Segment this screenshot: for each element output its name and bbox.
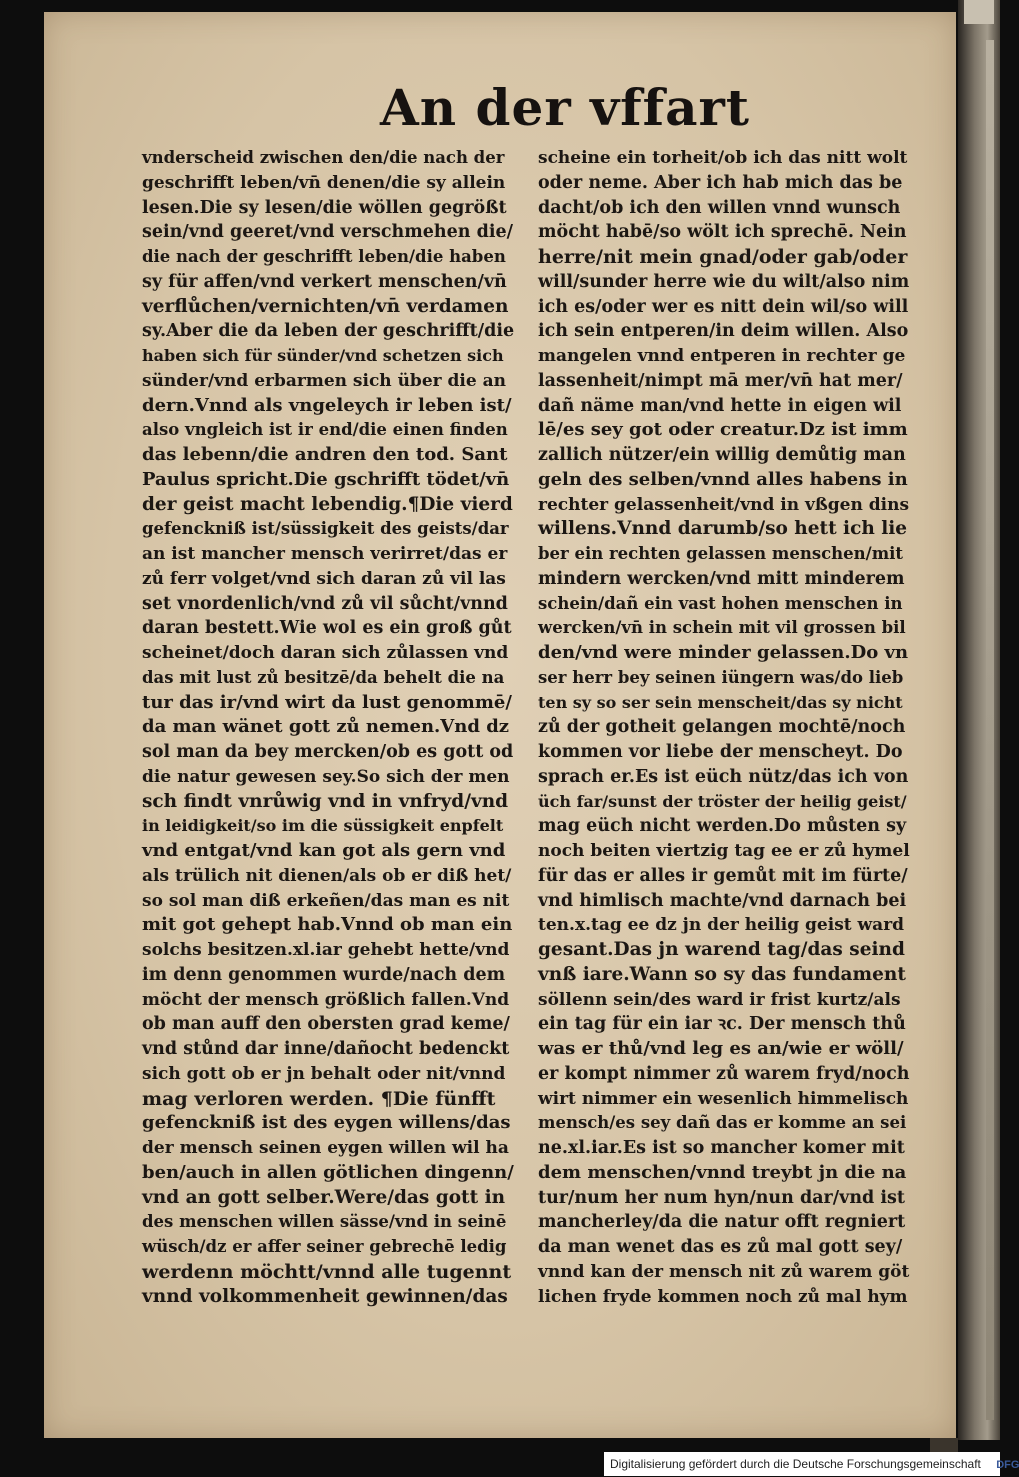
text-line: geschrifft leben/vn̄ denen/die sy allein [142,172,506,193]
text-line: für das er alles ir gemůt mit im fürte/ [538,865,908,886]
dfg-logo: DFG [996,1459,1019,1471]
text-line: sünder/vnd erbarmen sich über die an [142,370,506,391]
text-line: dañ näme man/vnd hette in eigen wil [538,395,902,416]
text-line: gesant.Das jn warend tag/das seind [538,939,905,960]
text-line: ne.xl.iar.Es ist so mancher komer mit [538,1138,905,1158]
text-line: lesen.Die sy lesen/die wöllen gegrößt [142,197,507,218]
text-line: vnd himlisch machte/vnd darnach bei [538,890,907,911]
text-line: ten.x.tag ee dz jn der heilig geist ward [538,915,905,936]
text-line: kommen vor liebe der menscheyt. Do [538,742,903,762]
text-line: sein/vnd geeret/vnd verschmehen die/ [142,222,514,243]
text-line: wirt nimmer ein wesenlich himmelisch [538,1088,909,1109]
text-line: im denn genommen wurde/nach dem [142,964,506,985]
text-line: sch findt vnrůwig vnd in vnfryd/vnd [142,790,509,812]
text-line: der mensch seinen eygen willen wil ha [142,1138,509,1158]
text-line: sy für affen/vnd verkert menschen/vn̄ [142,271,507,292]
text-line: söllenn sein/des ward ir frist kurtz/als [538,989,901,1010]
text-line: vnd stůnd dar inne/dañocht bedenckt [142,1039,510,1059]
text-line: ben/auch in allen götlichen dingenn/ [142,1161,514,1183]
text-line: verflůchen/vernichten/vn̄ verdamen [142,295,509,317]
text-line: herre/nit mein gnad/oder gab/oder [538,246,908,268]
text-line: wüsch/dz er affer seiner gebrechē ledig [142,1237,507,1256]
text-line: willens.Vnnd darumb/so hett ich lie [538,518,908,540]
text-line: schein/dañ ein vast hohen menschen in [538,593,903,613]
text-line: tur das ir/vnd wirt da lust genommē/ [142,691,512,713]
text-line: mangelen vnnd entperen in rechter ge [538,346,906,366]
text-line: mit got gehept hab.Vnnd ob man ein [142,914,513,936]
text-line: lichen fryde kommen noch zů mal hym [538,1286,908,1307]
text-line: möcht der mensch größlich fallen.Vnd [142,989,510,1010]
text-line: ber ein rechten gelassen menschen/mit [538,544,904,563]
text-line: gefenckniß ist/süssigkeit des geists/dar [142,519,509,539]
text-line: sich gott ob er jn behalt oder nit/vnnd [142,1063,506,1084]
text-line: mag verloren werden. ¶Die fünfft [142,1087,496,1110]
text-line: wercken/vn̄ in schein mit vil grossen bil [538,618,906,638]
text-line: mag eüch nicht werden.Do můsten sy [538,816,907,837]
text-line: da man wenet das es zů mal gott sey/ [538,1237,903,1257]
text-line: scheinet/doch daran sich zůlassen vnd [142,643,509,663]
text-line: vnderscheid zwischen den/die nach der [142,148,505,167]
text-line: als trülich nit dienen/als ob er diß het/ [142,865,512,886]
footer-credit-text: Digitalisierung gefördert durch die Deutsche Forschungsgemeinschaft [610,1457,981,1471]
text-line: ein tag für ein iar ꝛc. Der mensch thů [538,1014,906,1035]
page-edge [986,40,994,1420]
text-line: lē/es sey got oder creatur.Dz ist imm [538,419,908,441]
text-line: daran bestett.Wie wol es ein groß gůt [142,618,512,639]
text-line: mindern wercken/vnd mitt minderem [538,568,905,589]
text-line: in leidigkeit/so im die süssigkeit enpfelt [142,816,504,836]
footer-credit [604,1452,1019,1476]
text-line: scheine ein torheit/ob ich das nitt wolt [538,148,908,168]
text-line: set vnordenlich/vnd zů vil sůcht/vnnd [142,593,508,614]
text-line: das lebenn/die andren den tod. Sant [142,444,508,465]
text-line: den/vnd were minder gelassen.Do vn [538,642,909,663]
text-line: des menschen willen sässe/vnd in seinē [142,1212,507,1232]
text-line: sprach er.Es ist eüch nütz/das ich von [538,766,909,787]
text-line: zů der gotheit gelangen mochtē/noch [538,717,906,738]
text-line: zů ferr volget/vnd sich daran zů vil las [142,568,506,589]
text-line: vnd entgat/vnd kan got als gern vnd [142,840,506,861]
text-line: vnnd volkommenheit gewinnen/das [142,1285,508,1307]
text-line: vnnd kan der mensch nit zů warem göt [538,1261,910,1282]
page-corner-mark [930,1438,958,1452]
bookmark-tab [964,0,994,24]
text-line: üch far/sunst der tröster der heilig geist/ [538,791,907,811]
text-line: was er thů/vnd leg es an/wie er wöll/ [538,1038,904,1059]
text-line: noch beiten viertzig tag ee er zů hymel [538,841,910,861]
text-line: werdenn möchtt/vnnd alle tugennt [142,1260,512,1283]
text-line: dacht/ob ich den willen vnnd wunsch [538,197,901,218]
text-line: also vngleich ist ir end/die einen finden [142,420,508,440]
text-line: mensch/es sey dañ das er komme an sei [538,1113,907,1133]
text-line: zallich nützer/ein willig demůtig man [538,445,906,465]
text-line: ich es/oder wer es nitt dein wil/so will [538,296,909,317]
text-line: sy.Aber die da leben der geschrifft/die [142,321,515,342]
text-line: rechter gelassenheit/vnd in vßgen dins [538,494,910,515]
text-line: Paulus spricht.Die gschrifft tödet/vn̄ [142,468,510,490]
text-line: vnß iare.Wann so sy das fundament [538,963,906,985]
text-line: die natur gewesen sey.So sich der men [142,766,510,787]
text-line: ob man auff den obersten grad keme/ [142,1014,510,1035]
text-line: die nach der geschrifft leben/die haben [142,247,506,266]
text-line: ser herr bey seinen iüngern was/do lieb [538,667,904,687]
running-header: An der vffart [380,78,750,137]
text-line: geln des selben/vnnd alles habens in [538,468,908,490]
text-line: solchs besitzen.xl.iar gehebt hette/vnd [142,940,510,960]
text-line: mancherley/da die natur offt regniert [538,1212,906,1233]
text-line: so sol man diß erkeñen/das man es nit [142,890,510,911]
right-text-column [538,146,910,1309]
text-line: oder neme. Aber ich hab mich das be [538,172,903,193]
text-line: das mit lust zů besitzē/da behelt die na [142,667,505,687]
text-line: tur/num her num hyn/nun dar/vnd ist [538,1187,905,1208]
text-line: vnd an gott selber.Were/das gott in [142,1186,506,1208]
text-line: dern.Vnnd als vngeleych ir leben ist/ [142,394,512,416]
text-line: er kompt nimmer zů warem fryd/noch [538,1063,910,1084]
left-text-column [142,146,514,1309]
text-line: ten sy so ser sein menscheit/das sy nicht [538,692,903,712]
text-line: gefenckniß ist des eygen willens/das [142,1112,511,1134]
text-line: da man wänet gott zů nemen.Vnd dz [142,716,510,738]
text-line: an ist mancher mensch verirret/das er [142,544,508,564]
text-line: ich sein entperen/in deim willen. Also [538,321,909,342]
text-line: der geist macht lebendig.¶Die vierd [142,493,513,515]
text-line: haben sich für sünder/vnd schetzen sich [142,346,504,365]
text-line: dem menschen/vnnd treybt jn die na [538,1161,907,1183]
book-gutter [958,0,1000,1440]
text-line: möcht habē/so wölt ich sprechē. Nein [538,222,907,243]
text-line: will/sunder herre wie du wilt/also nim [538,271,910,292]
text-line: sol man da bey mercken/ob es gott od [142,742,514,762]
text-line: lassenheit/nimpt mā mer/vn̄ hat mer/ [538,370,903,391]
